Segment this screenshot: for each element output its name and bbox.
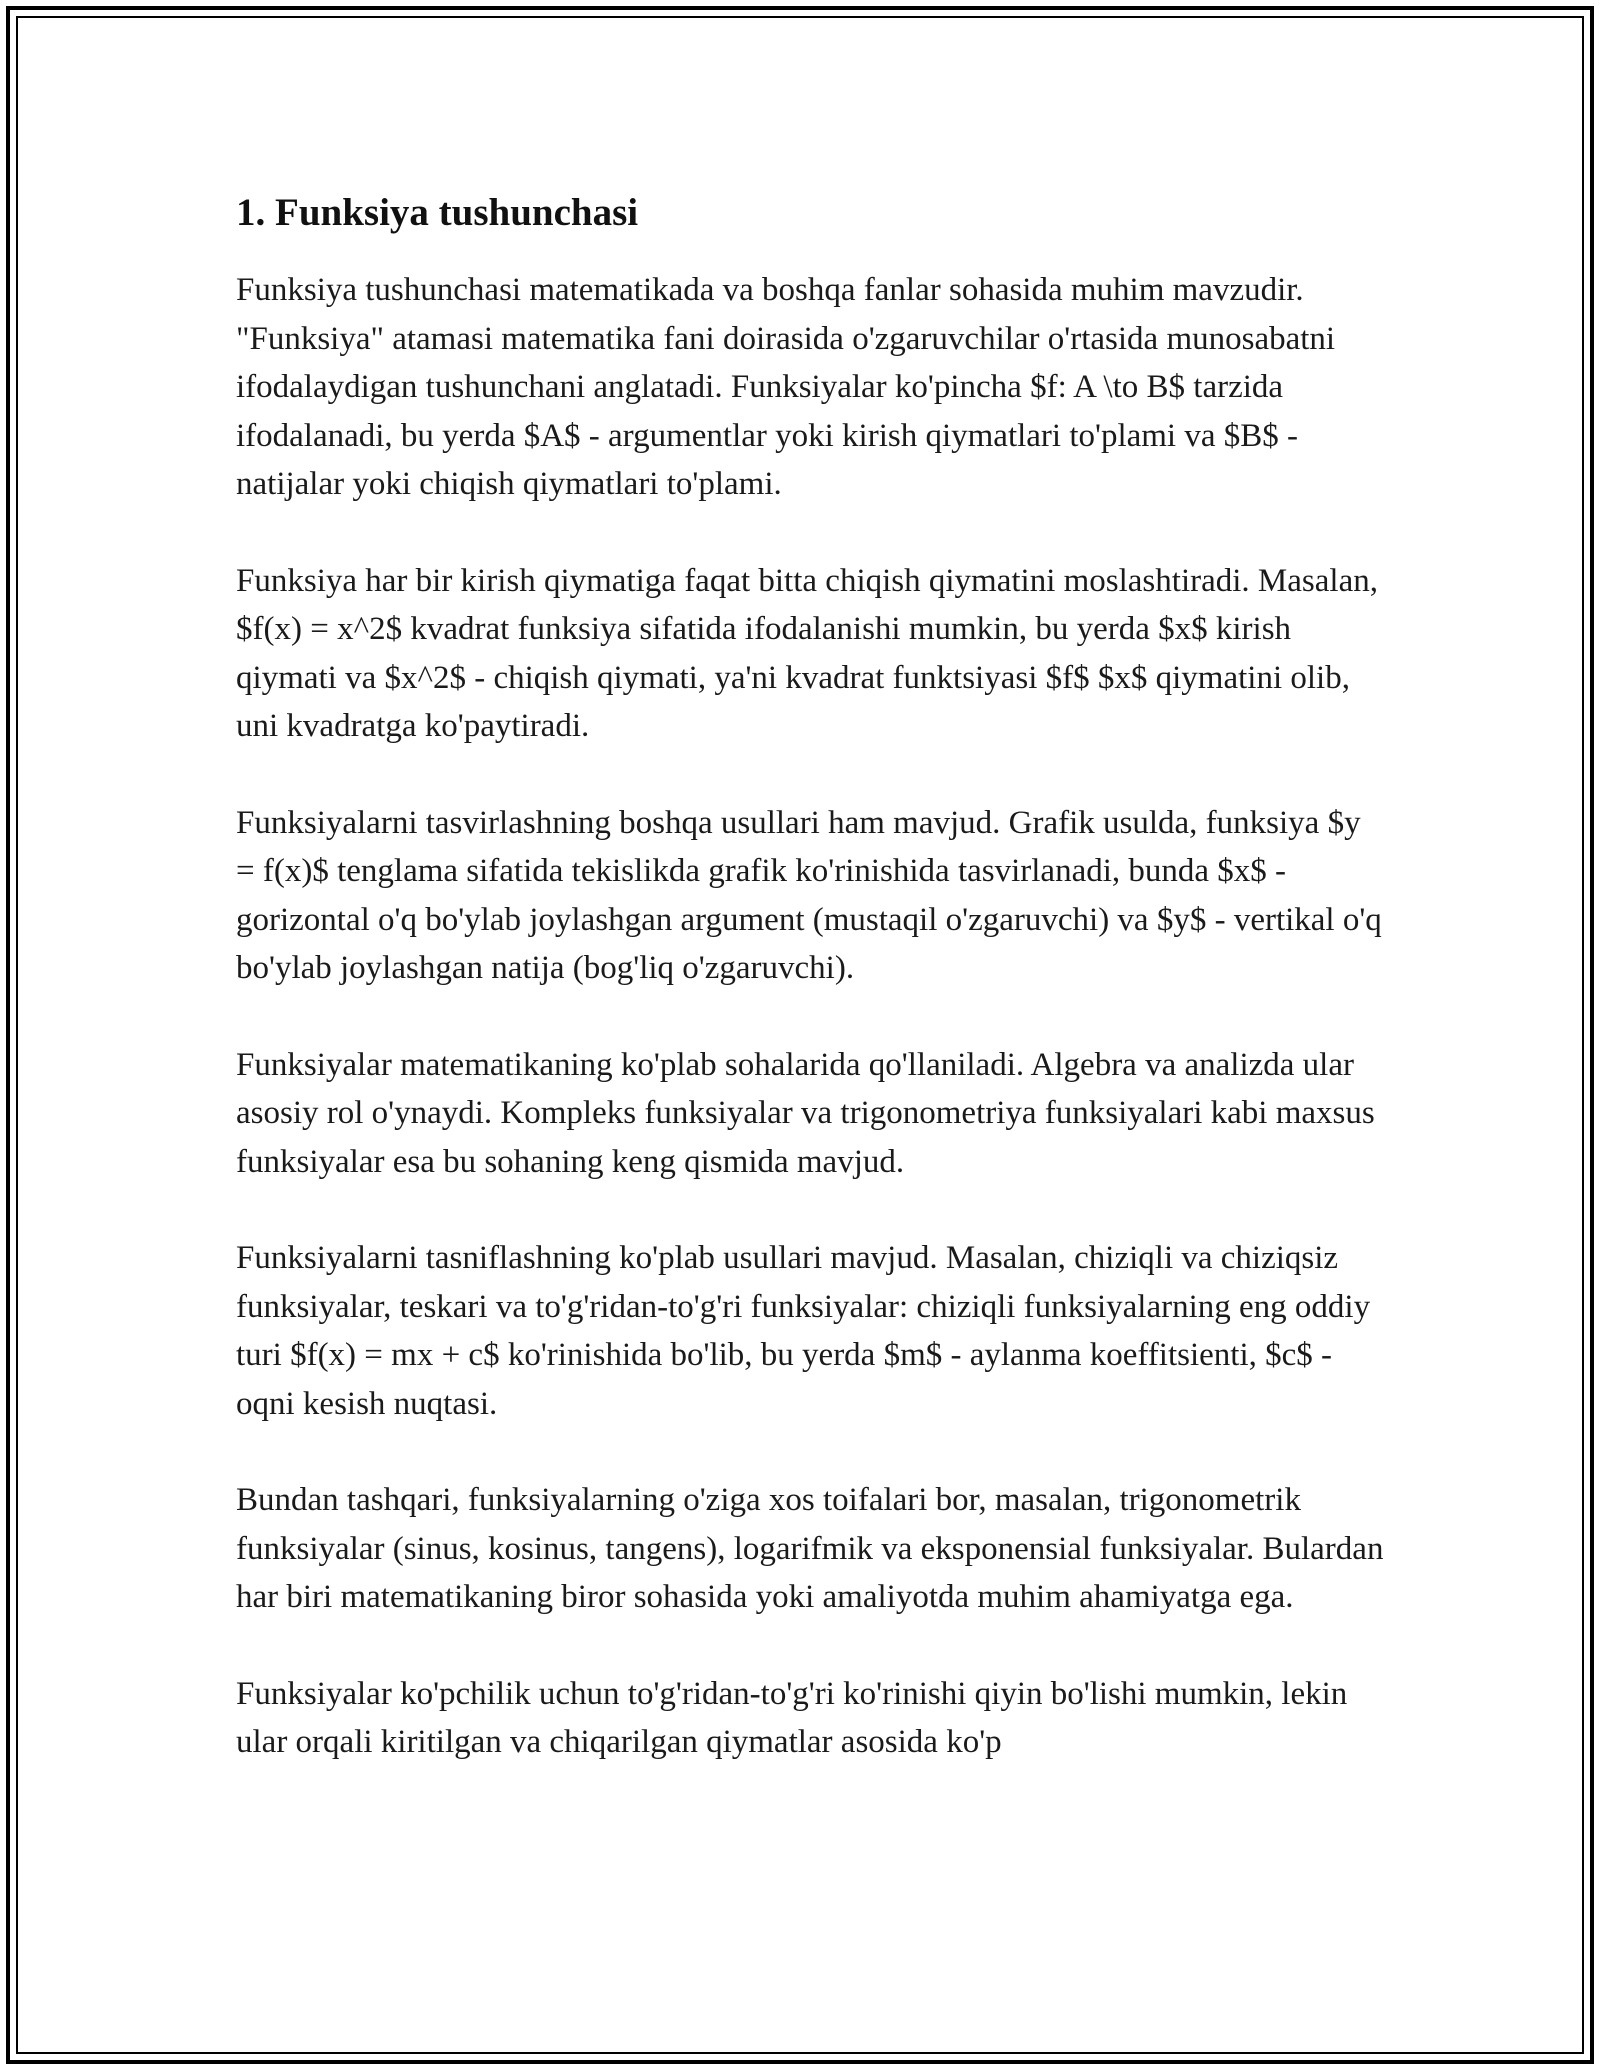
paragraph-classification: Funksiyalarni tasniflashning ko'plab usullari mavjud. Masalan, chiziqli va chiziqsiz funksiyalar, teskari va to'g'ridan-to'g'ri funksiyalar: chiziqli funksiyalarning eng oddiy turi $f(x) = mx + c$ ko'rinishida bo'lib, bu yerda $m$ - aylanma koeffitsienti, $c$ - oqni kesish nuqtasi. bbox=[236, 1240, 1371, 1422]
paragraph-special-types: Bundan tashqari, funksiyalarning o'ziga xos toifalari bor, masalan, trigonometrik funksiyalar (sinus, kosinus, tangens), logarifmik va eksponensial funksiyalar. Bulardan har biri matematikaning biror sohasida yoki amaliyotda muhim ahamiyatga ega. bbox=[236, 1482, 1384, 1615]
paragraph-definition: Funksiya tushunchasi matematikada va boshqa fanlar sohasida muhim mavzudir. "Funksiya" atamasi matematika fani doirasida o'zgaruvchilar o'rtasida munosabatni ifodalaydigan tushunchani anglatadi. Funksiyalar ko'pincha $f: A \to B$ tarzida ifodalanadi, bu yerda $A$ - argumentlar yoki kirish qiymatlari to'plami va $B$ - natijalar yoki chiqish qiymatlari to'plami. bbox=[236, 272, 1336, 502]
paragraph-applications: Funksiyalar matematikaning ko'plab sohalarida qo'llaniladi. Algebra va analizda ular asosiy rol o'ynaydi. Kompleks funksiyalar va trigonometriya funksiyalari kabi maxsus funksiyalar esa bu sohaning keng qismida mavjud. bbox=[236, 1046, 1375, 1180]
section-heading: 1. Funksiya tushunchasi bbox=[236, 191, 639, 234]
paragraph-example: Funksiya har bir kirish qiymatiga faqat bitta chiqish qiymatini moslashtiradi. Masalan, $f(x) = x^2$ kvadrat funksiya sifatida ifodalanishi mumkin, bu yerda $x$ kirish qiymati va $x^2$ - chiqish qiymati, ya'ni kvadrat funktsiyasi $f$ $x$ qiymatini olib, uni kvadratga ko'paytiradi. bbox=[236, 562, 1378, 744]
paragraph-graph-method: Funksiyalarni tasvirlashning boshqa usullari ham mavjud. Grafik usulda, funksiya $y = f(x)$ tenglama sifatida tekislikda grafik ko'rinishida tasvirlanadi, bunda $x$ - gorizontal o'q bo'ylab joylashgan argument (mustaqil o'zgaruvchi) va $y$ - vertikal o'q bo'ylab joylashgan natija (bog'liq o'zgaruvchi). bbox=[236, 804, 1382, 986]
document-body bbox=[236, 186, 1386, 1815]
paragraph-conclusion: Funksiyalar ko'pchilik uchun to'g'ridan-to'g'ri ko'rinishi qiyin bo'lishi mumkin, lekin ular orqali kiritilgan va chiqarilgan qiymatlar asosida ko'p bbox=[236, 1675, 1348, 1760]
